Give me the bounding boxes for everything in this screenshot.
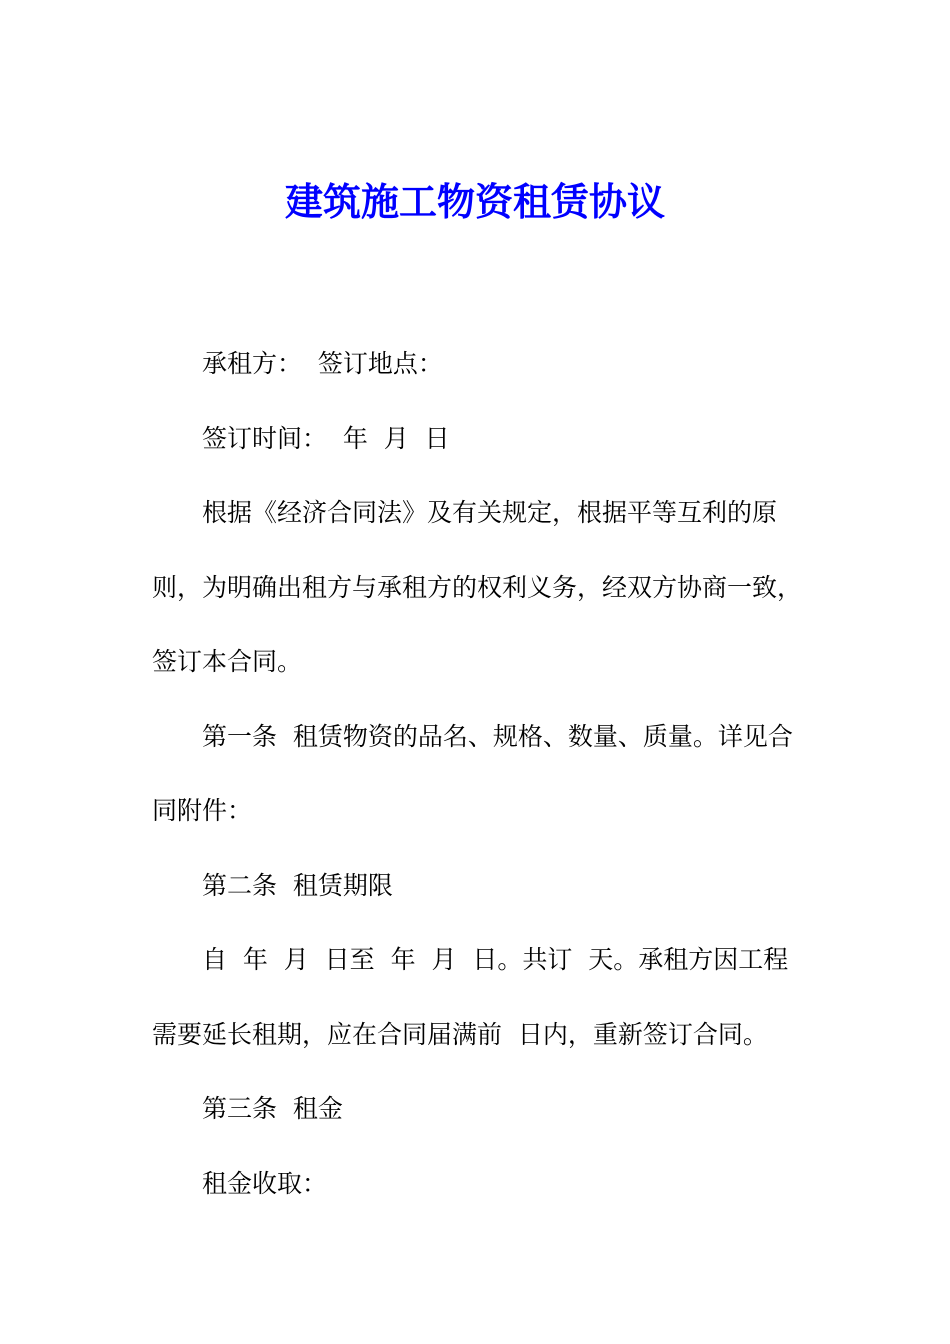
paragraph-rent-collection: 租金收取： [202, 1168, 328, 1198]
paragraph-article-2-body: 自 年 月 日至 年 月 日。共订 天。承租方因工程需要延长租期，应在合同届满前 日内，重新签订合同。 [152, 945, 789, 1049]
paragraph-sign-date: 签订时间： 年 月 日 [202, 423, 450, 453]
paragraph-article-2-heading: 第二条 租赁期限 [202, 870, 393, 900]
paragraph-article-1: 第一条 租赁物资的品名、规格、数量、质量。详见合同附件： [152, 721, 793, 825]
paragraph-preamble: 根据《经济合同法》及有关规定，根据平等互利的原则，为明确出租方与承租方的权利义务，经双方协商一致，签订本合同。 [152, 498, 803, 676]
document-body [152, 327, 812, 1221]
document-title: 建筑施工物资租赁协议 [284, 179, 665, 224]
paragraph-lessee: 承租方： 签订地点： [202, 349, 443, 378]
paragraph-article-3-heading: 第三条 租金 [202, 1094, 343, 1123]
